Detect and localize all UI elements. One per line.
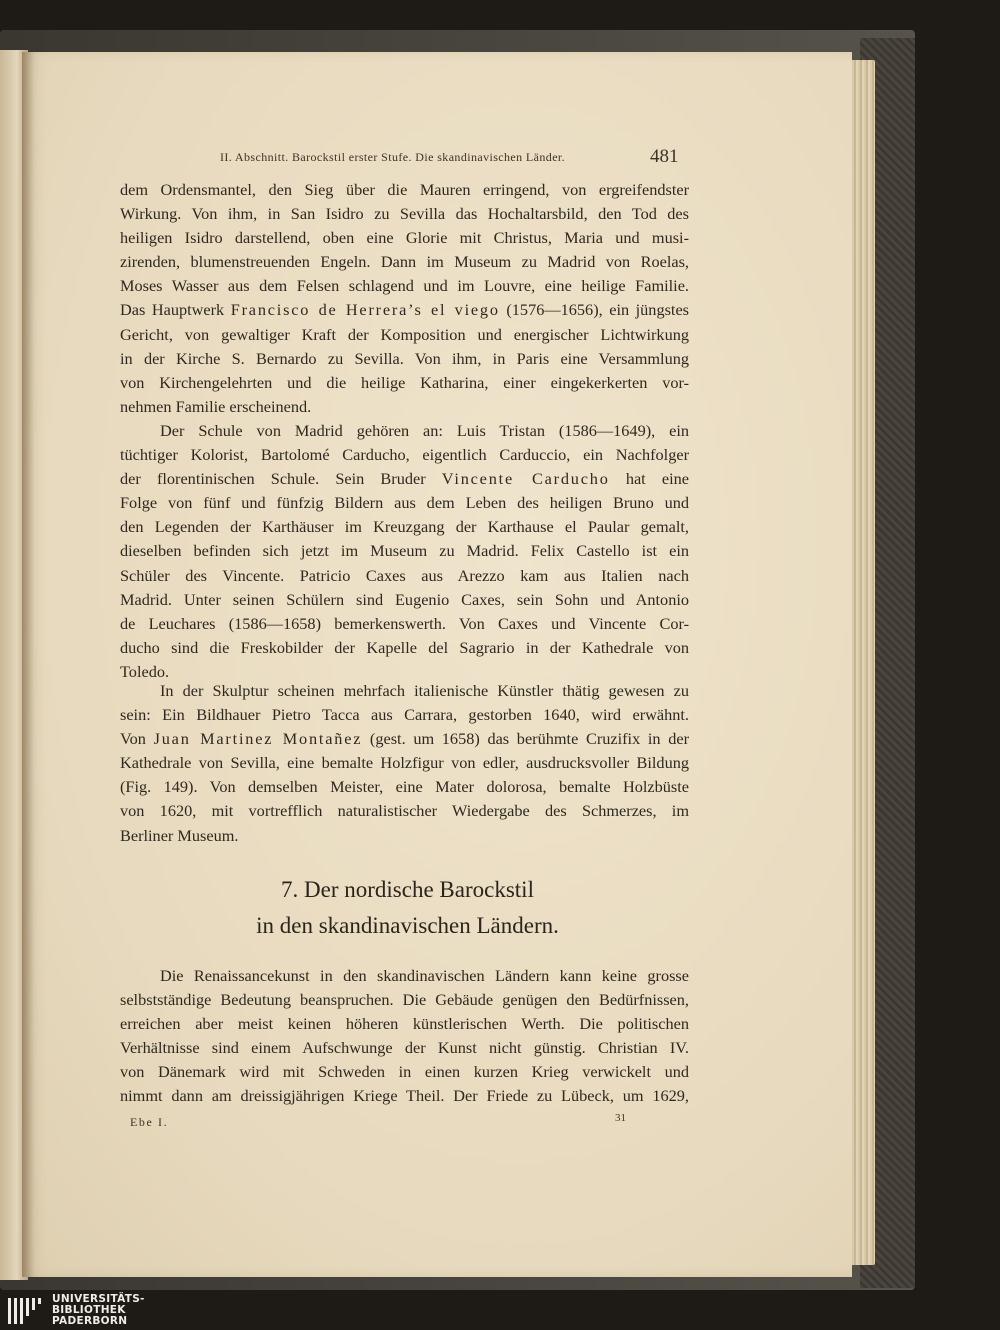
text-line: dem Ordensmantel, den Sieg über die Mauren erringend, von ergreifendster xyxy=(120,180,689,199)
section-heading-line-1: 7. Der nordische Barockstil xyxy=(281,877,534,902)
text-line: Schüler des Vincente. Patricio Caxes aus Arezzo kam aus Italien nach xyxy=(120,565,689,585)
sheet-number: 31 xyxy=(615,1112,626,1124)
text-segment: (1576—1656), ein jüngstes xyxy=(499,300,690,320)
text-line: von Kirchengelehrten und die heilige Katharina, einer eingekerkerten vor- xyxy=(120,372,689,392)
text-line: nimmt dann am dreissigjährigen Kriege Theil. Der Friede zu Lübeck, um 1629, xyxy=(120,1086,689,1106)
text-line: sein: Ein Bildhauer Pietro Tacca aus Carrara, gestorben 1640, wird erwähnt. xyxy=(120,705,689,725)
signature-mark: Ebe I. xyxy=(130,1115,169,1129)
library-footer-bar xyxy=(0,1290,1000,1330)
text-line: Gericht, von gewaltiger Kraft der Komposition und energischer Lichtwirkung xyxy=(120,324,689,344)
section-heading xyxy=(120,872,695,944)
text-line: Madrid. Unter seinen Schülern sind Eugenio Caxes, sein Sohn und Antonio xyxy=(120,589,689,609)
text-line: zirenden, blumenstreuenden Engeln. Dann im Museum zu Madrid von Roelas, xyxy=(120,252,689,272)
text-line xyxy=(120,727,689,751)
text-line: Folge von fünf und fünfzig Bildern aus dem Leben des heiligen Bruno und xyxy=(120,493,689,513)
page-gutter-shadow xyxy=(22,52,34,1277)
text-segment: (gest. um 1658) das berühmte Cruzifix in der xyxy=(362,729,690,749)
text-line xyxy=(120,467,689,491)
text-line: ducho sind die Freskobilder der Kapelle del Sagrario in der Kathedrale von xyxy=(120,637,689,657)
text-line: in der Kirche S. Bernardo zu Sevilla. Von ihm, in Paris eine Versammlung xyxy=(120,348,689,368)
text-line: Berliner Museum. xyxy=(120,825,239,845)
text-line: von 1620, mit vortrefflich naturalistischer Wiedergabe des Schmerzes, im xyxy=(120,801,689,821)
spaced-name: Vincente Carducho xyxy=(441,469,610,489)
text-line: Moses Wasser aus dem Felsen schlagend und im Louvre, eine heilige Familie. xyxy=(120,276,689,296)
text-line: von Dänemark wird mit Schweden in einen kurzen Krieg verwickelt und xyxy=(120,1062,689,1082)
text-line: In der Skulptur scheinen mehrfach italienische Künstler thätig gewesen zu xyxy=(160,681,689,700)
text-line: Wirkung. Von ihm, in San Isidro zu Sevilla das Hochaltarsbild, den Tod des xyxy=(120,204,689,224)
section-heading-line-2: in den skandinavischen Ländern. xyxy=(256,913,559,938)
paragraph-2 xyxy=(120,419,689,684)
text-line: Kathedrale von Sevilla, eine bemalte Holzfigur von edler, ausdrucksvoller Bildung xyxy=(120,753,689,773)
text-line: heiligen Isidro darstellend, oben eine Glorie mit Christus, Maria und musi- xyxy=(120,228,689,248)
text-segment: Das Hauptwerk xyxy=(120,300,231,320)
spaced-name: Francisco de Herrera’s el viego xyxy=(230,300,500,320)
text-line: dieselben befinden sich jetzt im Museum zu Madrid. Felix Castello ist ein xyxy=(120,541,689,561)
page-number: 481 xyxy=(650,146,679,167)
library-logo-icon xyxy=(6,1296,46,1326)
text-line: tüchtiger Kolorist, Bartolomé Carducho, eigentlich Carduccio, ein Nachfolger xyxy=(120,445,689,465)
library-name-line: UNIVERSITÄTS- xyxy=(52,1293,145,1305)
running-head: II. Abschnitt. Barockstil erster Stufe. Die skandinavischen Länder. xyxy=(220,150,566,164)
text-line: Toledo. xyxy=(120,661,170,681)
text-line: den Legenden der Karthäuser im Kreuzgang der Karthause el Paular gemalt, xyxy=(120,517,689,537)
library-name-line: BIBLIOTHEK xyxy=(52,1304,126,1316)
paragraph-4 xyxy=(120,964,689,1109)
text-line: Die Renaissancekunst in den skandinavischen Ländern kann keine grosse xyxy=(160,966,689,985)
text-line: (Fig. 149). Von demselben Meister, eine Mater dolorosa, bemalte Holzbüste xyxy=(120,777,689,797)
spaced-name: Juan Martinez Montañez xyxy=(153,729,363,749)
text-line: Der Schule von Madrid gehören an: Luis Tristan (1586—1649), ein xyxy=(160,421,689,440)
library-name-line: PADERBORN xyxy=(52,1315,128,1327)
text-line: de Leuchares (1586—1658) bemerkenswerth. Von Caxes und Vincente Cor- xyxy=(120,613,689,633)
text-line: Verhältnisse sind einem Aufschwunge der Kunst nicht günstig. Christian IV. xyxy=(120,1038,689,1058)
library-name xyxy=(52,1294,145,1327)
text-line: selbstständige Bedeutung beanspruchen. Die Gebäude genügen den Bedürfnissen, xyxy=(120,990,689,1010)
paragraph-3 xyxy=(120,679,689,848)
text-segment: hat eine xyxy=(609,469,689,489)
text-segment: Von xyxy=(120,729,154,749)
text-segment: der florentinischen Schule. Sein Bruder xyxy=(120,469,442,489)
paragraph-1 xyxy=(120,178,689,419)
text-line xyxy=(120,298,689,322)
text-line: nehmen Familie erscheinend. xyxy=(120,396,312,416)
text-line: erreichen aber meist keinen höheren künstlerischen Werth. Die politischen xyxy=(120,1014,689,1034)
